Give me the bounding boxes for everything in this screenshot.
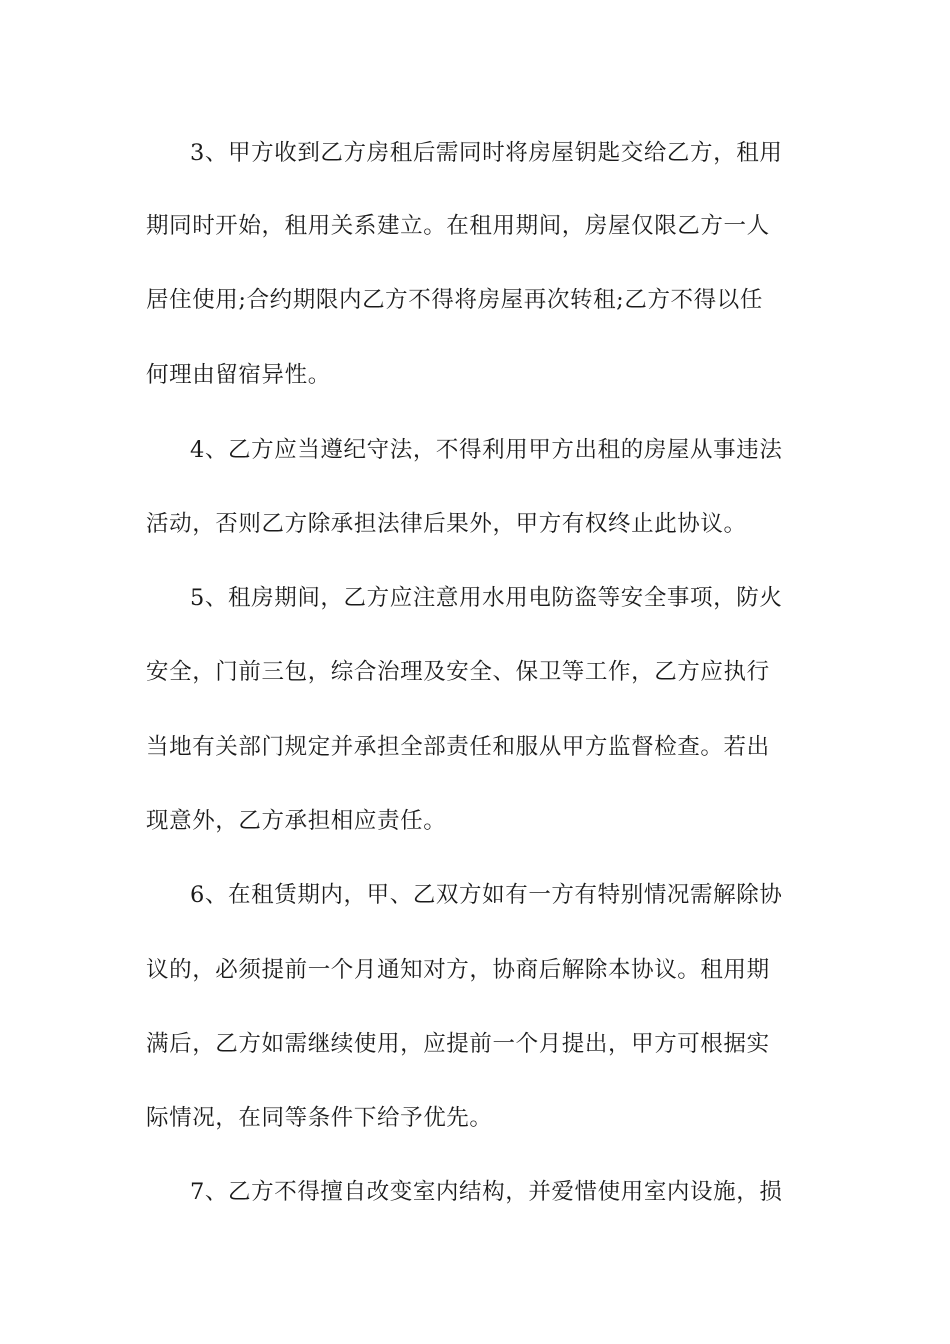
clause-6-line-1: 6、在租赁期内，甲、乙双方如有一方有特别情况需解除协 <box>190 882 783 908</box>
clause-6-line-4: 际情况，在同等条件下给予优先。 <box>146 1105 493 1131</box>
clause-4-line-1: 4、乙方应当遵纪守法，不得利用甲方出租的房屋从事违法 <box>190 437 783 463</box>
clause-5-line-1: 5、租房期间，乙方应注意用水用电防盗等安全事项，防火 <box>190 585 783 611</box>
clause-3-line-3: 居住使用;合约期限内乙方不得将房屋再次转租;乙方不得以任 <box>146 287 763 313</box>
clause-5-line-3: 当地有关部门规定并承担全部责任和服从甲方监督检查。若出 <box>146 734 770 760</box>
clause-6-line-2: 议的，必须提前一个月通知对方，协商后解除本协议。租用期 <box>146 957 770 983</box>
clause-5-line-2: 安全，门前三包，综合治理及安全、保卫等工作，乙方应执行 <box>146 659 770 685</box>
clause-7-line-1: 7、乙方不得擅自改变室内结构，并爱惜使用室内设施，损 <box>190 1179 783 1205</box>
clause-6-line-3: 满后，乙方如需继续使用，应提前一个月提出，甲方可根据实 <box>146 1031 770 1057</box>
clause-4-line-2: 活动，否则乙方除承担法律后果外，甲方有权终止此协议。 <box>146 511 747 537</box>
clause-3-line-4: 何理由留宿异性。 <box>146 362 331 388</box>
clause-3-line-1: 3、甲方收到乙方房租后需同时将房屋钥匙交给乙方，租用 <box>190 140 783 166</box>
clause-5-line-4: 现意外，乙方承担相应责任。 <box>146 808 447 834</box>
clause-3-line-2: 期同时开始，租用关系建立。在租用期间，房屋仅限乙方一人 <box>146 213 770 239</box>
